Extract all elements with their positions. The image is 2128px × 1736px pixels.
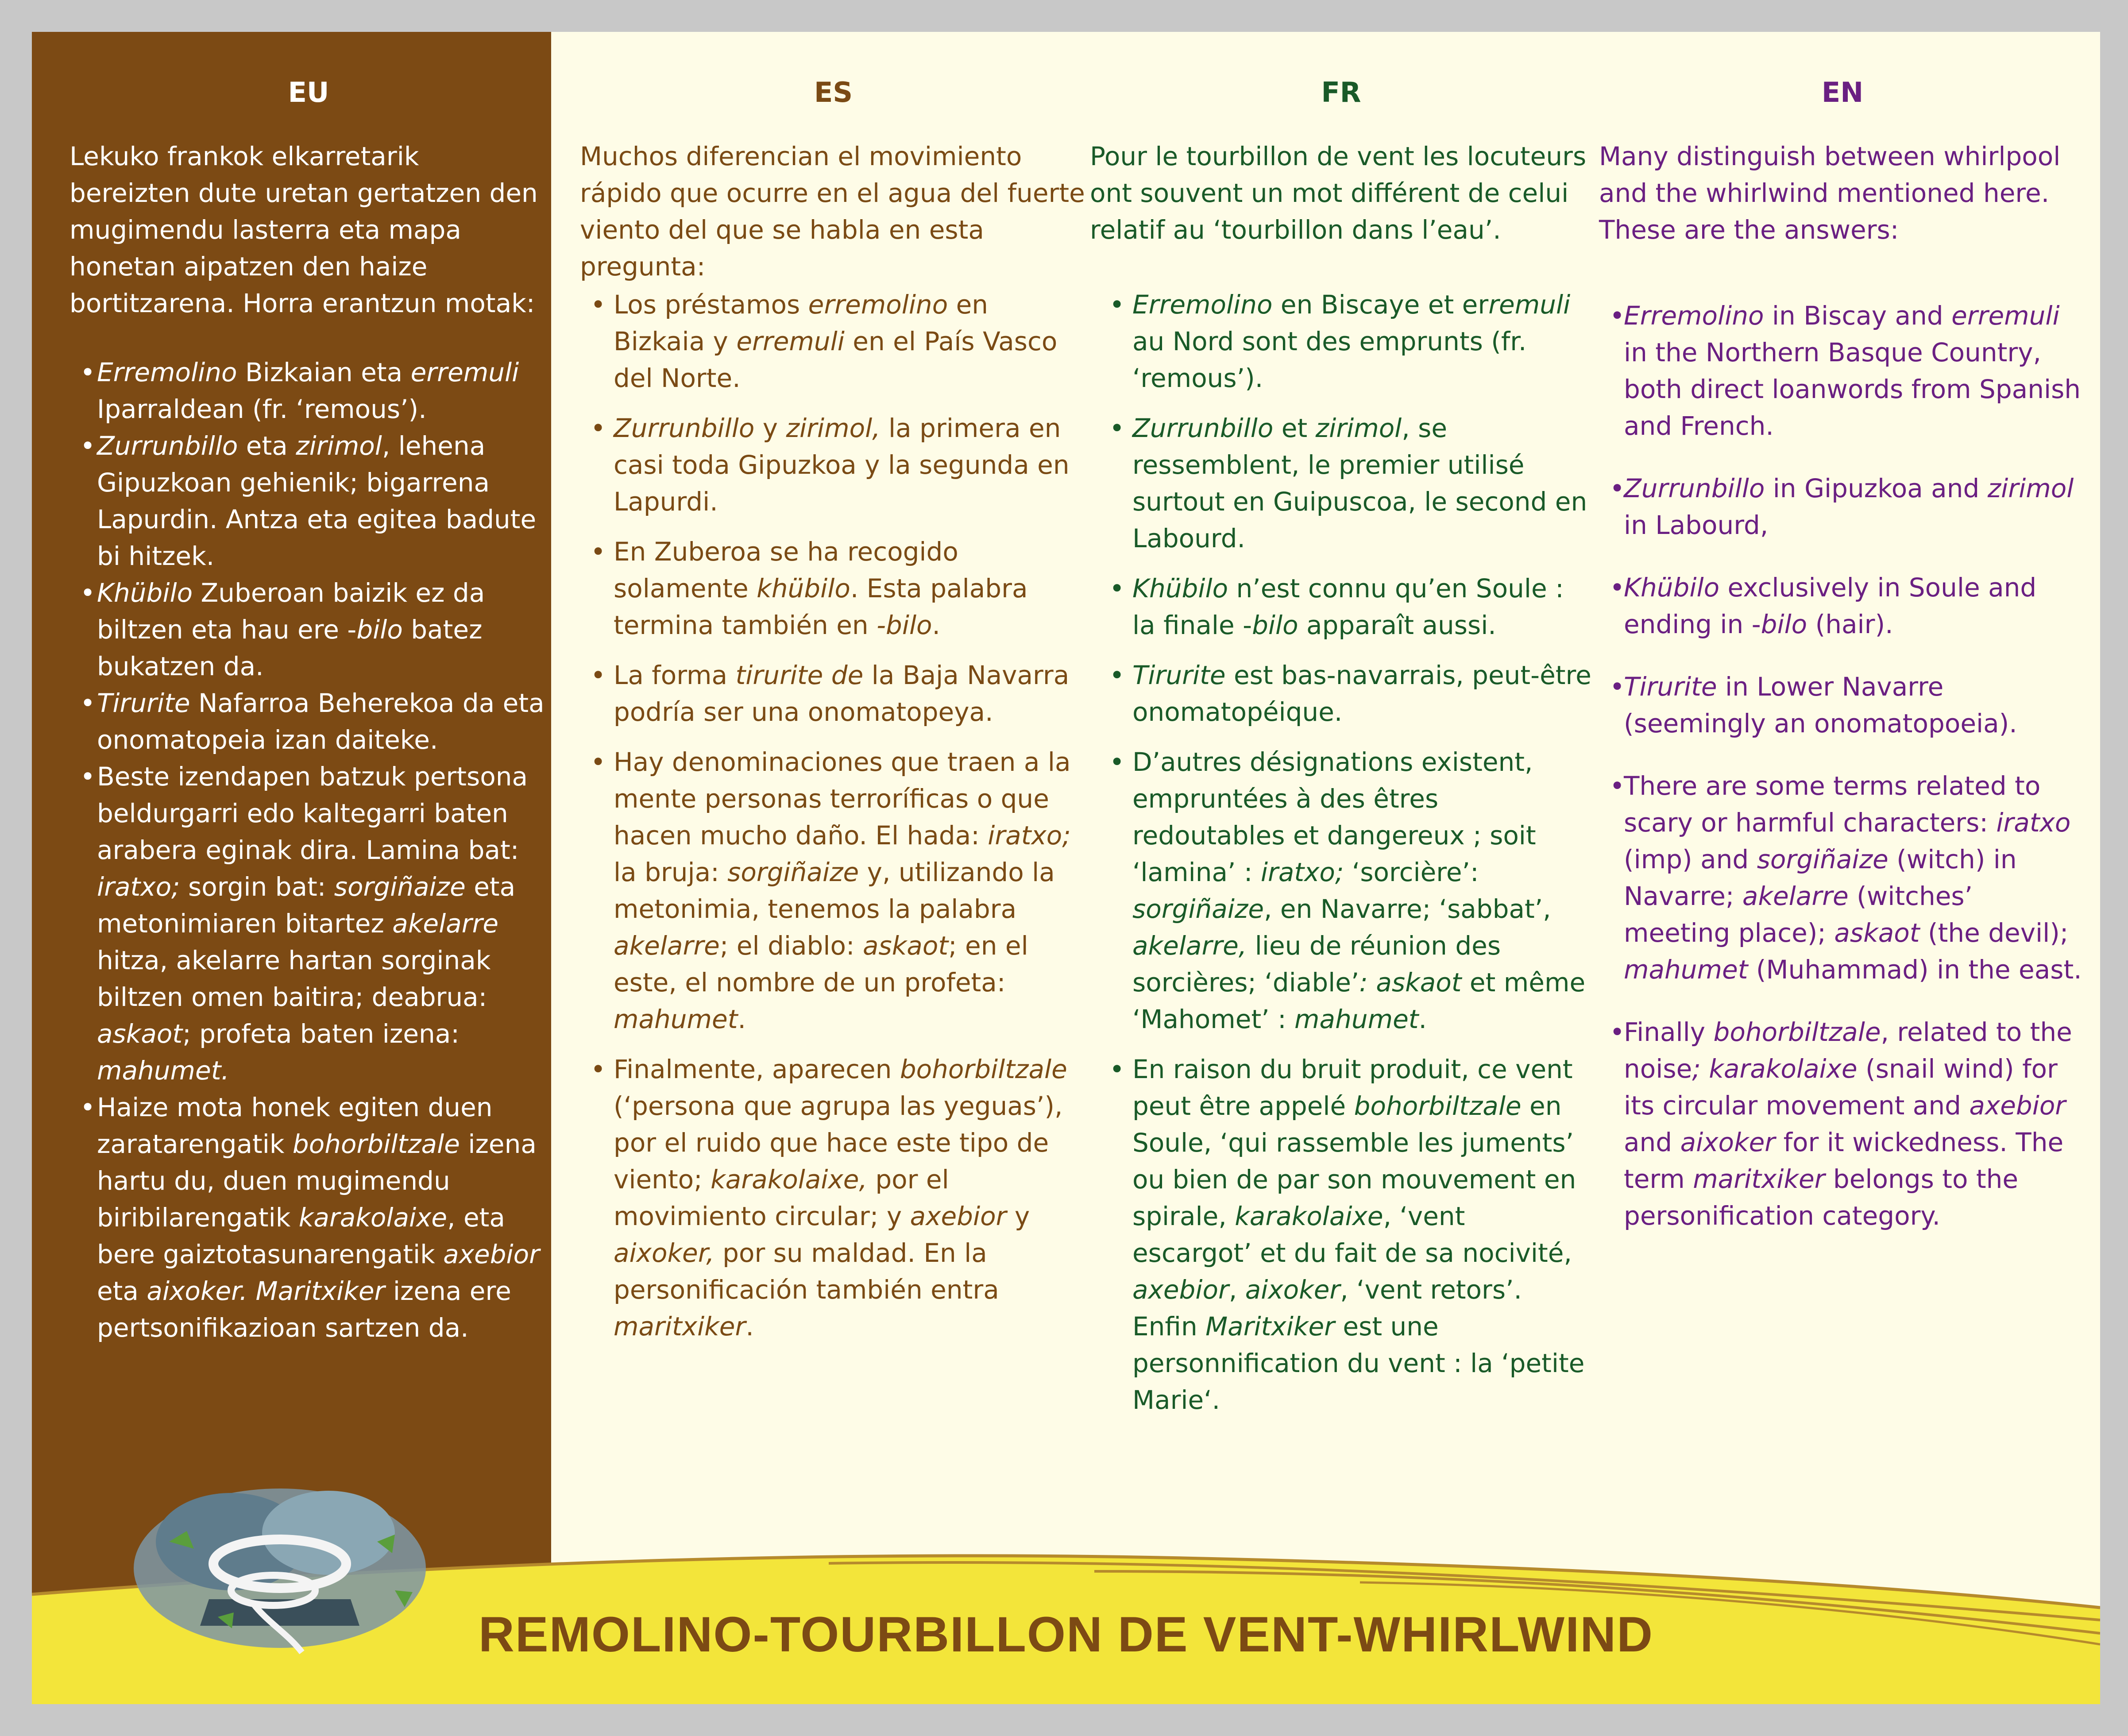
term-italic: zirimol	[296, 431, 382, 461]
term-italic: ; karakolaixe	[1692, 1054, 1858, 1084]
term-italic: sorgiñaize	[1757, 844, 1889, 874]
bullet-item-fr	[1108, 286, 1592, 397]
text-run: in Biscay and	[1764, 301, 1952, 331]
text-run: Hay denominaciones que traen a la mente personas terroríficas o que hacen mucho daño. El hada:	[614, 747, 1071, 851]
term-italic: zirimol	[1987, 473, 2074, 503]
text-run: , ‘vent retors’. Enfin	[1132, 1275, 1522, 1342]
text-run: in Lower Navarre (seemingly an onomatopoeia).	[1624, 672, 2017, 738]
text-run: sorgin bat:	[180, 872, 334, 902]
term-italic: remuli	[1488, 290, 1571, 320]
term-italic: iratxo	[1996, 808, 2071, 838]
term-italic: axebior	[443, 1239, 540, 1269]
bullet-item-eu	[78, 575, 548, 685]
term-italic: zirimol,	[786, 413, 881, 443]
term-italic: mahumet	[1624, 955, 1748, 985]
text-run: (hair).	[1807, 609, 1893, 639]
bullet-item-fr	[1108, 570, 1592, 644]
text-run: est une personnification du vent : la ‘petite Marie‘.	[1132, 1311, 1585, 1415]
text-run: , se ressemblent, le premier utilisé surtout en Guipuscoa, le second en Labourd.	[1132, 413, 1587, 553]
term-italic: karakolaixe	[298, 1202, 448, 1233]
intro-text-eu: Lekuko frankok elkarretarik bereizten dute uretan gertatzen den mugimendu lasterra eta mapa honetan aipatzen den haize bortitzarena. Horra erantzun motak:	[70, 141, 538, 318]
term-italic: askaot	[1834, 918, 1920, 948]
bullet-item-en	[1608, 470, 2086, 544]
term-italic: Zurrunbillo	[97, 431, 238, 461]
text-run: n’est connu qu’en Soule : la finale -	[1132, 573, 1564, 640]
text-run: (imp) and	[1624, 844, 1757, 874]
term-italic: sorgiñaize	[727, 857, 859, 887]
text-run: ; profeta baten izena:	[182, 1019, 460, 1049]
text-run: (snail wind) for its circular movement and	[1624, 1054, 2058, 1121]
term-italic: Zurrunbillo	[1132, 413, 1274, 443]
term-italic: erremolino	[808, 290, 948, 320]
bullet-item-fr	[1108, 1051, 1592, 1419]
text-run: En raison du bruit produit, ce vent peut être appelé	[1132, 1054, 1573, 1121]
term-italic: karakolaixe	[1235, 1201, 1383, 1231]
text-run: est bas-navarrais, peut-être onomatopéique.	[1132, 660, 1591, 727]
term-italic: bilo	[1761, 609, 1807, 639]
term-italic: karakolaixe,	[711, 1164, 867, 1195]
text-run: lieu de réunion des sorcières; ‘diable’	[1132, 931, 1501, 998]
bullet-item-es	[589, 286, 1087, 397]
text-run: Iparraldean (fr. ‘remous’).	[97, 394, 427, 424]
page	[32, 32, 2100, 1704]
term-italic: bohorbiltzale	[1354, 1091, 1522, 1121]
term-italic: axebior	[1969, 1090, 2066, 1121]
text-run: . Esta palabra termina también en	[614, 573, 1028, 640]
bullet-item-eu	[78, 428, 548, 575]
term-italic: maritxiker	[1693, 1164, 1825, 1194]
bullet-item-eu	[78, 354, 548, 428]
term-italic: Zurrunbillo	[1624, 473, 1765, 503]
bullet-item-fr	[1108, 657, 1592, 731]
term-italic: Tirurite	[97, 688, 190, 718]
text-run: Nafarroa Beherekoa da eta onomatopeia izan daiteke.	[97, 688, 545, 755]
text-run: (Muhammad) in the east.	[1748, 955, 2082, 985]
term-italic: askaot	[97, 1019, 183, 1049]
text-run: Finally	[1624, 1017, 1714, 1047]
text-run: .	[745, 1311, 754, 1342]
text-run: y, utilizando la metonimia, tenemos la palabra	[614, 857, 1055, 924]
bullet-list-en	[1608, 298, 2086, 1260]
text-run: D’autres désignations existent, empruntées à des êtres redoutables et dangereux ; soit ‘lamina’ :	[1132, 747, 1536, 887]
term-italic: : askaot	[1359, 967, 1462, 998]
term-italic: -bilo	[877, 610, 932, 640]
term-italic: bohorbiltzale	[1713, 1017, 1881, 1047]
text-run: in Gipuzkoa and	[1765, 473, 1988, 503]
text-run: in the Northern Basque Country, both direct loanwords from Spanish and French.	[1624, 337, 2081, 441]
text-run: , en Navarre; ‘sabbat’,	[1264, 894, 1551, 924]
column-heading-es: ES	[814, 76, 853, 108]
intro-text-es: Muchos diferencian el movimiento rápido que ocurre en el agua del fuerte viento del que se habla en esta pregunta:	[580, 141, 1085, 282]
term-italic: axebior	[910, 1201, 1007, 1231]
text-run: Bizkaian eta	[237, 357, 411, 387]
text-run: izena ere pertsonifikazioan sartzen da.	[97, 1276, 511, 1343]
text-run: (witches’ meeting place);	[1624, 881, 1973, 948]
term-italic: Erremolino	[1132, 290, 1273, 320]
term-italic: Tirurite	[1132, 660, 1226, 690]
text-run: and	[1624, 1127, 1680, 1157]
term-italic: maritxiker	[614, 1311, 746, 1342]
bullet-list-eu	[78, 354, 548, 1346]
term-italic: akelarre	[614, 931, 720, 961]
term-italic: askaot	[862, 931, 949, 961]
term-italic: aixoker. Maritxiker	[147, 1276, 385, 1306]
text-run: la Baja Navarra podría ser una onomatopeya.	[614, 660, 1070, 727]
intro-text-fr: Pour le tourbillon de vent les locuteurs ont souvent un mot différent de celui relatif au ‘tourbillon dans l’eau’.	[1090, 141, 1587, 245]
column-heading-fr: FR	[1321, 76, 1361, 108]
term-italic: bohorbiltzale	[900, 1054, 1067, 1084]
bullet-item-eu	[78, 1089, 548, 1346]
text-run: .	[738, 1004, 746, 1034]
text-run: .	[1418, 1004, 1427, 1034]
text-run: ‘sorcière’:	[1344, 857, 1479, 887]
text-run: , lehena Gipuzkoan gehienik; bigarrena Lapurdin. Antza eta egitea badute bi hitzek.	[97, 431, 537, 571]
text-run: (witch) in Navarre;	[1624, 844, 2017, 911]
text-run: La forma	[614, 660, 736, 690]
term-italic: bohorbiltzale	[292, 1129, 460, 1159]
term-italic: Maritxiker	[1205, 1311, 1335, 1342]
bullet-item-es	[589, 1051, 1087, 1345]
bullet-item-en	[1608, 569, 2086, 643]
text-run: por su maldad. En la personificación también entra	[614, 1238, 999, 1305]
term-italic: akelarre,	[1132, 931, 1247, 961]
term-italic: aixoker	[1245, 1275, 1340, 1305]
term-italic: Tirurite	[1624, 672, 1717, 702]
text-run: y	[1006, 1201, 1030, 1231]
term-italic: khübilo	[757, 573, 850, 603]
text-run: eta	[238, 431, 296, 461]
bullet-item-fr	[1108, 744, 1592, 1038]
term-italic: Zurrunbillo	[614, 413, 755, 443]
bullet-item-fr	[1108, 410, 1592, 557]
column-heading-en: EN	[1821, 76, 1864, 108]
text-run: exclusively in Soule and ending in -	[1624, 572, 2037, 639]
term-italic: mahumet	[614, 1004, 738, 1034]
text-run: , ‘vent escargot’ et du fait de sa nocivité,	[1132, 1201, 1572, 1268]
page-title: REMOLINO-TOURBILLON DE VENT-WHIRLWIND	[479, 1607, 1653, 1662]
text-run: ,	[1228, 1275, 1245, 1305]
term-italic: tirurite de	[735, 660, 864, 690]
text-run: et	[1273, 413, 1316, 443]
text-run: belongs to the personification category.	[1624, 1164, 2019, 1231]
text-run: hitza, akelarre hartan sorginak biltzen omen baitira; deabrua:	[97, 945, 491, 1012]
term-italic: erremuli	[1951, 301, 2060, 331]
term-italic: aixoker	[1680, 1127, 1776, 1157]
term-italic: Erremolino	[97, 357, 237, 387]
text-run: la primera en casi toda Gipuzkoa y la segunda en Lapurdi.	[614, 413, 1070, 517]
term-italic: akelarre	[1742, 881, 1849, 911]
bullet-item-es	[589, 410, 1087, 520]
text-run: Finalmente, aparecen	[614, 1054, 900, 1084]
term-italic: bilo	[356, 615, 403, 645]
bullet-item-es	[589, 534, 1087, 644]
text-run: apparaît aussi.	[1298, 610, 1496, 640]
term-italic: iratxo;	[1260, 857, 1344, 887]
term-italic: sorgiñaize	[1132, 894, 1264, 924]
text-run: eta metonimiaren bitartez	[97, 872, 516, 939]
bullet-item-en	[1608, 669, 2086, 742]
text-run: Haize mota honek egiten duen zaratarengatik	[97, 1092, 493, 1159]
text-run: .	[932, 610, 940, 640]
text-run: (the devil);	[1919, 918, 2069, 948]
text-run: En Zuberoa se ha recogido solamente	[614, 537, 958, 603]
text-run: in Labourd,	[1624, 510, 1769, 540]
text-run: izena hartu du, duen mugimendu biribilarengatik	[97, 1129, 537, 1233]
text-run: batez bukatzen da.	[97, 615, 483, 681]
text-run: Los préstamos	[614, 290, 808, 320]
text-run: , related to the noise	[1624, 1017, 2072, 1084]
text-run: (‘persona que agrupa las yeguas’), por el ruido que hace este tipo de viento;	[614, 1091, 1063, 1195]
text-run: y	[754, 413, 786, 443]
bullet-item-eu	[78, 685, 548, 758]
bullet-item-es	[589, 744, 1087, 1038]
bullet-item-en	[1608, 768, 2086, 988]
term-italic: mahumet.	[97, 1056, 229, 1086]
text-run: Zuberoan baizik ez da biltzen eta hau ere -	[97, 578, 485, 645]
text-run: ; el diablo:	[719, 931, 863, 961]
bullet-list-fr	[1108, 286, 1592, 1432]
term-italic: Erremolino	[1624, 301, 1764, 331]
intro-text-en: Many distinguish between whirlpool and the whirlwind mentioned here. These are the answers:	[1599, 141, 2061, 245]
term-italic: mahumet	[1294, 1004, 1419, 1034]
term-italic: axebior	[1132, 1275, 1229, 1305]
term-italic: Khübilo	[1624, 572, 1720, 603]
column-heading-eu: EU	[288, 76, 329, 108]
text-run: en Biscaye et er	[1272, 290, 1489, 320]
term-italic: bilo	[1252, 610, 1298, 640]
text-run: ; en el este, el nombre de un profeta:	[614, 931, 1028, 998]
bullet-item-en	[1608, 298, 2086, 445]
text-run: au Nord sont des emprunts (fr. ‘remous’).	[1132, 326, 1527, 393]
text-run: por el movimiento circular; y	[614, 1164, 949, 1231]
term-italic: erremuli	[736, 326, 845, 356]
bullet-item-es	[589, 657, 1087, 731]
text-run: eta	[97, 1276, 147, 1306]
text-run: en el País Vasco del Norte.	[614, 326, 1058, 393]
text-run: en Bizkaia y	[614, 290, 989, 356]
text-run: Beste izendapen batzuk pertsona beldurgarri edo kaltegarri baten arabera eginak dira. Lamina bat:	[97, 762, 528, 865]
text-run: la bruja:	[614, 857, 728, 887]
text-run: There are some terms related to scary or harmful characters:	[1624, 771, 2041, 838]
term-italic: iratxo;	[988, 820, 1071, 851]
term-italic: zirimol	[1315, 413, 1402, 443]
bullet-item-eu	[78, 758, 548, 1089]
term-italic: akelarre	[392, 909, 499, 939]
text-run: for it wickedness. The term	[1624, 1127, 2064, 1194]
term-italic: Khübilo	[1132, 573, 1228, 603]
text-run: en Soule, ‘qui rassemble les juments’ ou bien de par son mouvement en spirale,	[1132, 1091, 1576, 1231]
term-italic: iratxo;	[97, 872, 180, 902]
term-italic: aixoker,	[614, 1238, 714, 1268]
term-italic: erremuli	[410, 357, 519, 387]
text-run: , eta bere gaiztotasunarengatik	[97, 1202, 505, 1269]
bullet-item-en	[1608, 1014, 2086, 1234]
text-run: et même ‘Mahomet’ :	[1132, 967, 1586, 1034]
term-italic: sorgiñaize	[334, 872, 466, 902]
bullet-list-es	[589, 286, 1087, 1358]
term-italic: Khübilo	[97, 578, 193, 608]
